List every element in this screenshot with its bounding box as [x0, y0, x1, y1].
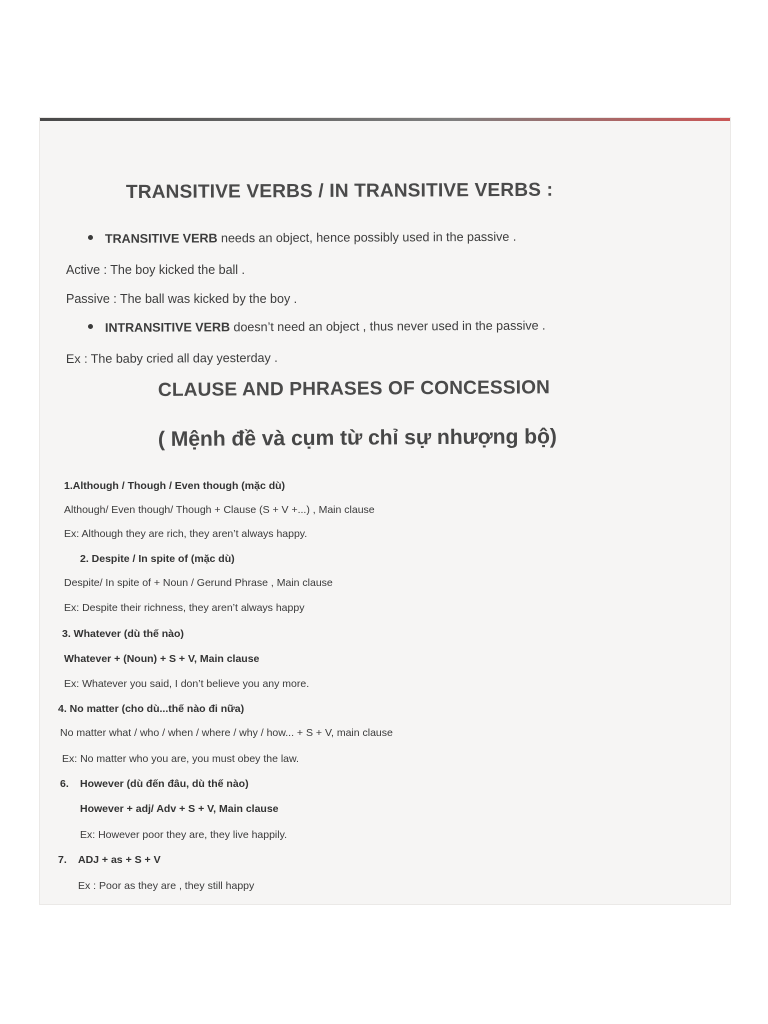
intransitive-example: Ex : The baby cried all day yesterday . — [65, 350, 278, 366]
section-1-title: 1.Although / Though / Even though (mặc dù) — [64, 480, 286, 492]
passive-example: Passive : The ball was kicked by the boy . — [66, 292, 298, 306]
bullet-icon — [88, 324, 93, 329]
section-6-structure: However + adj/ Adv + S + V, Main clause — [80, 803, 279, 815]
intransitive-verb-bullet — [88, 319, 546, 335]
section-2-title: 2. Despite / In spite of (mặc dù) — [80, 553, 235, 565]
transitive-verb-bullet — [88, 230, 516, 246]
section-7-number: 7. — [58, 854, 67, 866]
section-1-example: Ex: Although they are rich, they aren’t always happy. — [64, 528, 308, 540]
section-2-structure: Despite/ In spite of + Noun / Gerund Phrase , Main clause — [64, 577, 333, 589]
bullet-icon — [88, 235, 93, 240]
section-7-title: ADJ + as + S + V — [78, 854, 161, 866]
section-3-title: 3. Whatever (dù thế nào) — [62, 628, 184, 640]
section-2-example: Ex: Despite their richness, they aren’t always happy — [64, 602, 305, 614]
active-example: Active : The boy kicked the ball . — [66, 263, 246, 277]
section-6-example: Ex: However poor they are, they live happily. — [80, 829, 287, 841]
section-4-title: 4. No matter (cho dù...thế nào đi nữa) — [58, 703, 245, 715]
section-6-number: 6. — [60, 778, 69, 790]
scanned-page — [40, 118, 730, 904]
section-7-example: Ex : Poor as they are , they still happy — [78, 880, 255, 892]
section-1-structure: Although/ Even though/ Though + Clause (S + V +...) , Main clause — [64, 504, 375, 516]
heading-concession-vietnamese: ( Mệnh đề và cụm từ chỉ sự nhượng bộ) — [157, 425, 557, 451]
heading-concession: CLAUSE AND PHRASES OF CONCESSION — [157, 377, 551, 401]
transitive-description: needs an object, hence possibly used in the passive . — [217, 229, 517, 246]
section-3-example: Ex: Whatever you said, I don’t believe you any more. — [64, 678, 310, 690]
section-6-title: However (dù đến đâu, dù thế nào) — [80, 778, 249, 790]
heading-transitive-verbs: TRANSITIVE VERBS / IN TRANSITIVE VERBS : — [125, 179, 554, 203]
section-4-example: Ex: No matter who you are, you must obey the law. — [62, 753, 299, 765]
section-3-structure: Whatever + (Noun) + S + V, Main clause — [64, 653, 260, 665]
transitive-term: TRANSITIVE VERB — [104, 231, 218, 246]
intransitive-term: INTRANSITIVE VERB — [104, 320, 231, 335]
intransitive-description: doesn’t need an object , thus never used in the passive . — [229, 318, 546, 335]
section-4-structure: No matter what / who / when / where / why / how... + S + V, main clause — [60, 727, 393, 739]
page-edge-shadow — [40, 118, 730, 121]
